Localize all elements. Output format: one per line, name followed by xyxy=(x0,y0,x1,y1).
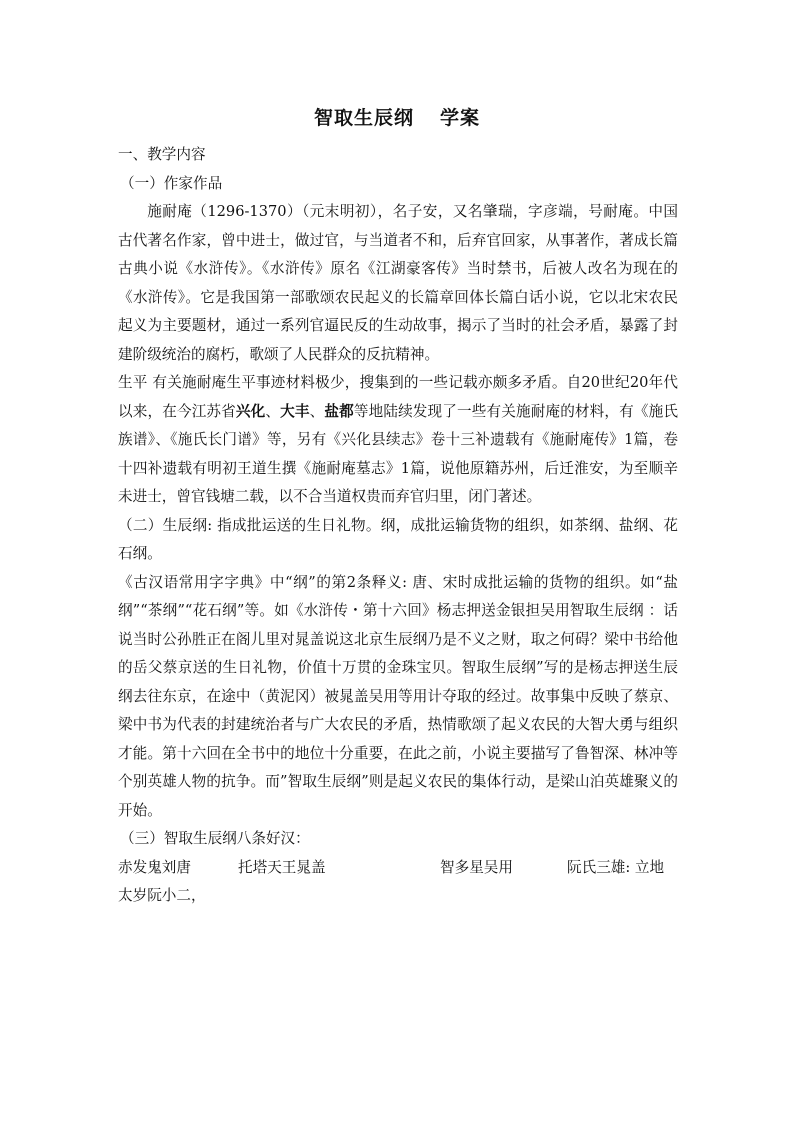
paragraph-author-intro: 施耐庵（1296-1370）（元末明初），名子安，又名肇瑞，字彦端，号耐庵。中国古代著名作家，曾中进士，做过官，与当道者不和，后弃官回家，从事著作，著成长篇古典小说《水浒传》。《水浒传》原名《江湖豪客传》当时禁书，后被人改名为现在的《水浒传》。它是我国第一部歌颂农民起义的长篇章回体长篇白话小说，它以北宋农民起义为主要题材，通过一系列官逼民反的生动故事，揭示了当时的社会矛盾，暴露了封建阶级统治的腐朽，歌颂了人民群众的反抗精神。 xyxy=(118,203,678,363)
heroes-row xyxy=(118,854,678,883)
place-xinghua: 兴化 xyxy=(235,402,266,420)
hero-chao-gai: 托塔天王晁盖 xyxy=(238,858,326,876)
biography-text-end: 等地陆续发现了一些有关施耐庵的材料，有《施氏族谱》、《施氏长门谱》等，另有《兴化县续志》卷十三补遗载有《施耐庵传》1篇，卷十四补遗载有明初王道生撰《施耐庵墓志》1篇，说他原籍苏州，后迁淮安，为至顺辛未进士，曾官钱塘二载，以不合当道权贵而弃官归里，闭门著述。 xyxy=(118,402,678,505)
section-heading-teaching-content: 一、教学内容 xyxy=(118,146,206,163)
subheading-author-works: （一）作家作品 xyxy=(120,174,223,192)
page-title xyxy=(0,104,794,132)
hero-ruan-xiaoer-line: 太岁阮小二， xyxy=(118,887,206,904)
hero-ruan-brothers: 阮氏三雄: 立地 xyxy=(567,858,665,876)
separator: 、 xyxy=(309,402,325,420)
paragraph-dictionary-explanation: 《古汉语常用字字典》中“纲”的第2条释义: 唐、宋时成批运输的货物的组织。如“盐纲”“茶纲”“花石纲”等。如《水浒传・第十六回》杨志押送金银担吴用智取生辰纲 ：话说当时公孙胜正在阁儿里对晁盖说这北京生辰纲乃是不义之财，取之何碍？梁中书给他的岳父蔡京送的生日礼物，价值十万贯的金珠宝贝。智取生辰纲”写的是杨志押送生辰纲去往东京，在途中（黄泥冈）被晁盖吴用等用计夺取的经过。故事集中反映了蔡京、梁中书为代表的封建统治者与广大农民的矛盾，热情歌颂了起义农民的大智大勇与组织才能。第十六回在全书中的地位十分重要，在此之前，小说主要描写了鲁智深、林冲等个别英雄人物的抗争。而”智取生辰纲”则是起义农民的集体行动，是梁山泊英雄聚义的开始。 xyxy=(118,573,678,819)
hero-wu-yong: 智多星吴用 xyxy=(440,858,513,876)
separator: 、 xyxy=(265,402,281,420)
hero-liu-tang: 赤发鬼刘唐 xyxy=(118,858,191,876)
place-yandu: 盐都 xyxy=(324,402,354,420)
title-main: 智取生辰纲 xyxy=(313,107,414,129)
subheading-eight-heroes: （三）智取生辰纲八条好汉： xyxy=(120,830,310,847)
title-suffix: 学案 xyxy=(440,107,481,129)
paragraph-birthday-gifts-definition: （二）生辰纲: 指成批运送的生日礼物。纲，成批运输货物的组织，如茶纲、盐纲、花石纲。 xyxy=(118,516,678,562)
paragraph-biography xyxy=(118,369,678,512)
biography-text-start: 生平 有关施耐庵生平事迹材料极少，搜集到的一些记载亦颇多矛盾。自20世纪20年代以来，在今江苏省 xyxy=(118,374,678,420)
place-dafeng: 大丰 xyxy=(280,402,310,420)
document-body xyxy=(118,141,678,911)
